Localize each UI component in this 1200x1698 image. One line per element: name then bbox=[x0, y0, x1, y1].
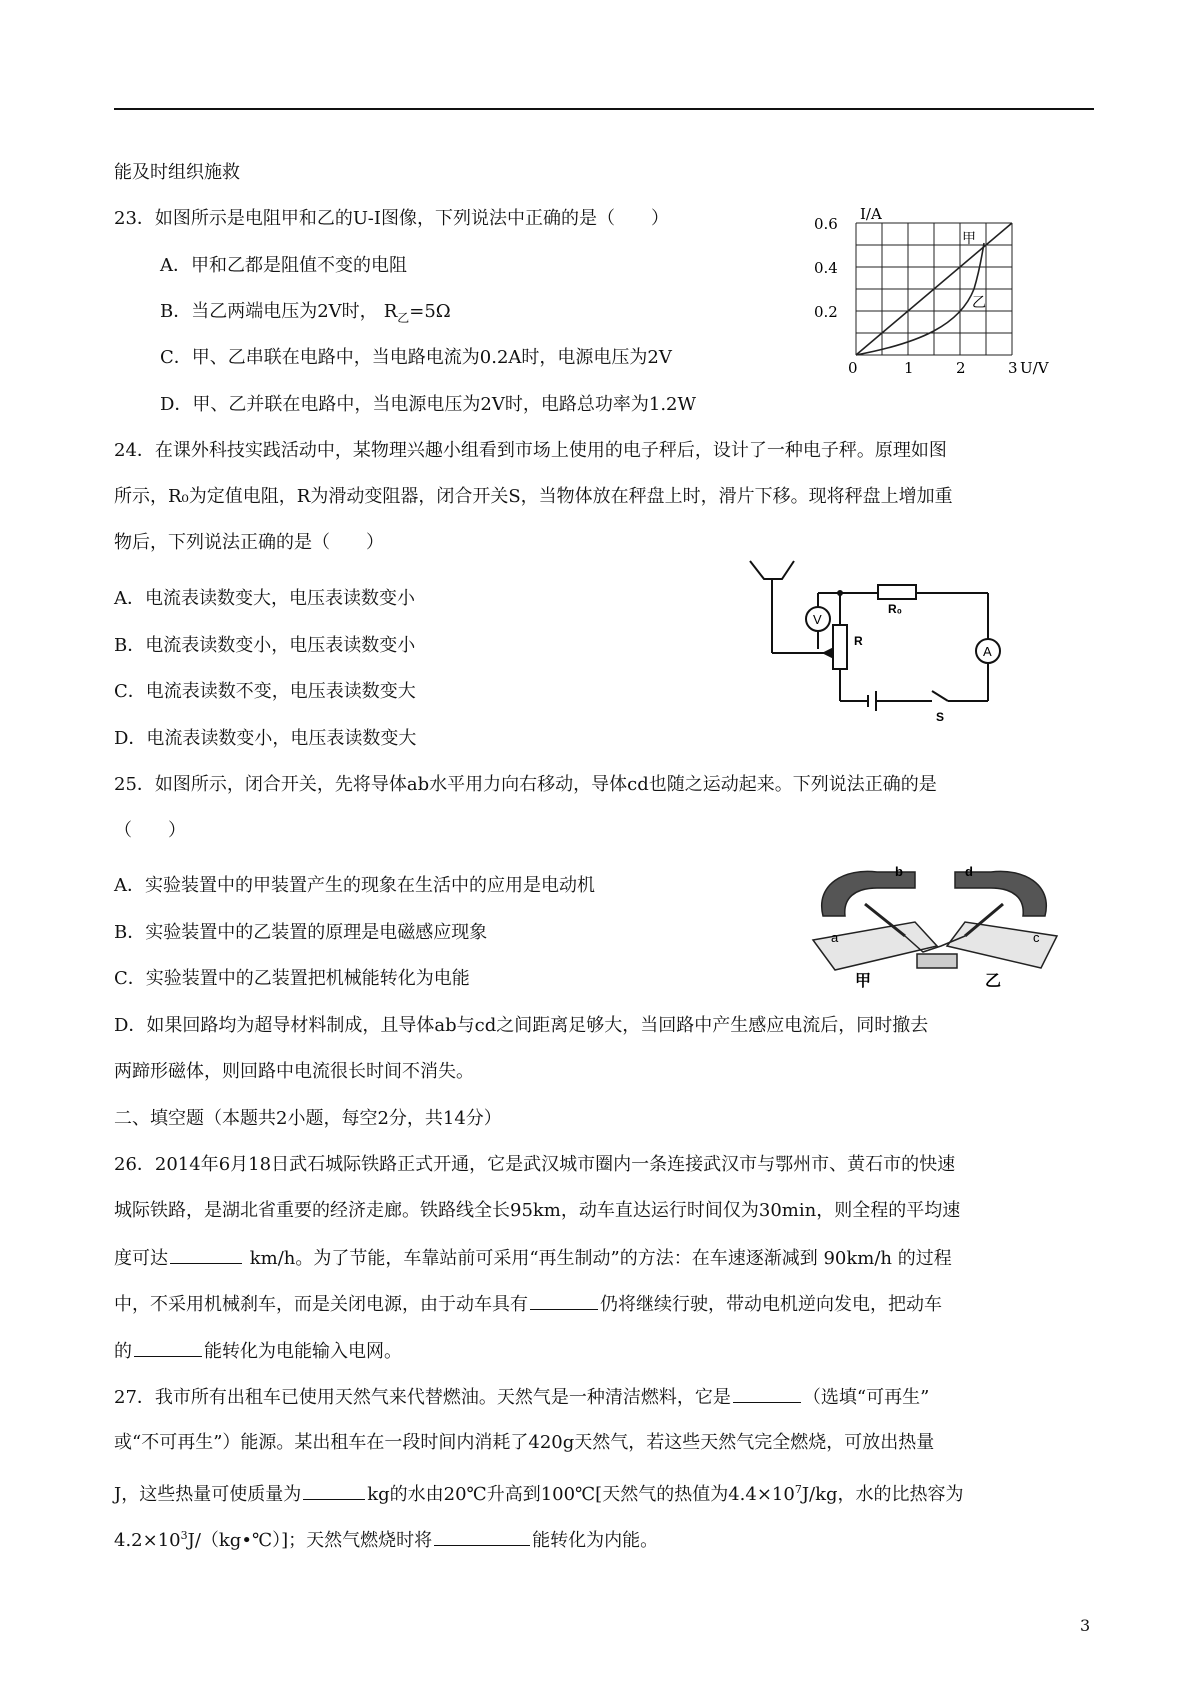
q24-r-label: R bbox=[854, 634, 863, 648]
q23-stem: 23．如图所示是电阻甲和乙的U-I图像，下列说法中正确的是（ ） bbox=[114, 208, 669, 229]
q26-line3-pre: 度可达 bbox=[114, 1248, 168, 1269]
q25-apparatus-figure bbox=[805, 860, 1065, 990]
q25-label-yi: 乙 bbox=[985, 971, 1002, 990]
q24-option-b: B．电流表读数变小，电压表读数变小 bbox=[114, 635, 416, 656]
q25-stem-line1: 25．如图所示，闭合开关，先将导体ab水平用力向右移动，导体cd也随之运动起来。下列说法正确的是 bbox=[114, 774, 937, 795]
q24-slider-arrow bbox=[824, 649, 832, 657]
q24-voltmeter-label: V bbox=[813, 612, 822, 627]
q23-graph-x-tick-3: 3 bbox=[1008, 359, 1018, 375]
q27-line4-exponent: 3 bbox=[180, 1529, 188, 1542]
q24-stem-line2: 所示，R₀为定值电阻，R为滑动变阻器，闭合开关S，当物体放在秤盘上时，滑片下移。现将秤盘上增加重 bbox=[114, 486, 953, 507]
q23-option-c: C．甲、乙串联在电路中，当电路电流为0.2A时，电源电压为2V bbox=[160, 347, 672, 368]
q23-graph-x-tick-0: 0 bbox=[848, 359, 858, 375]
page-number: 3 bbox=[1080, 1616, 1091, 1635]
q23-option-a: A．甲和乙都是阻值不变的电阻 bbox=[160, 255, 407, 276]
q24-switch-label: S bbox=[936, 710, 945, 724]
q24-scale-pan bbox=[750, 561, 794, 579]
q24-resistor-r0 bbox=[878, 585, 916, 599]
q23-option-b bbox=[160, 299, 451, 331]
section-2-heading: 二、填空题（本题共2小题，每空2分，共14分） bbox=[114, 1108, 502, 1129]
q23-graph-y-label: I/A bbox=[860, 205, 882, 223]
q26-blank-energy[interactable] bbox=[134, 1338, 202, 1357]
q23-option-b-post: =5Ω bbox=[409, 301, 451, 322]
q24-switch-s bbox=[932, 691, 948, 701]
q23-graph-x-tick-1: 1 bbox=[904, 359, 914, 375]
q27-line3-exponent: 7 bbox=[794, 1483, 802, 1496]
q27-blank-renewable[interactable] bbox=[733, 1384, 801, 1403]
q23-option-d: D．甲、乙并联在电路中，当电源电压为2V时，电路总功率为1.2W bbox=[160, 394, 697, 415]
q23-graph-label-yi: 乙 bbox=[972, 295, 986, 311]
q24-junction-node bbox=[837, 590, 843, 596]
q27-line4 bbox=[114, 1523, 658, 1554]
q25-option-c: C．实验装置中的乙装置把机械能转化为电能 bbox=[114, 968, 470, 989]
q24-r0-label: R₀ bbox=[888, 602, 903, 616]
q24-option-d: D．电流表读数变小，电压表读数变大 bbox=[114, 728, 417, 749]
q27-line3 bbox=[114, 1477, 964, 1508]
q27-line1 bbox=[114, 1384, 929, 1411]
header-rule bbox=[114, 108, 1094, 110]
q23-graph-label-jia: 甲 bbox=[962, 231, 976, 247]
q26-line4-post: 仍将继续行驶，带动电机逆向发电，把动车 bbox=[600, 1294, 942, 1315]
q25-label-jia: 甲 bbox=[855, 971, 872, 990]
q25-label-b: b bbox=[895, 864, 903, 879]
q25-switch bbox=[917, 954, 957, 968]
q24-ammeter-label: A bbox=[983, 644, 992, 659]
q24-stem-line3: 物后，下列说法正确的是（ ） bbox=[114, 532, 384, 553]
q25-label-c: c bbox=[1033, 930, 1040, 945]
q25-option-a: A．实验装置中的甲装置产生的现象在生活中的应用是电动机 bbox=[114, 875, 595, 896]
q26-line5 bbox=[114, 1338, 402, 1365]
intro-tail: 能及时组织施救 bbox=[114, 162, 240, 183]
q27-line3-mid: kg的水由20℃升高到100℃[天然气的热值为4.4×10 bbox=[367, 1484, 795, 1505]
q24-rheostat-r bbox=[833, 625, 847, 669]
q26-line5-post: 能转化为电能输入电网。 bbox=[204, 1341, 402, 1362]
q26-blank-speed[interactable] bbox=[170, 1245, 242, 1264]
q26-line1: 26．2014年6月18日武石城际铁路正式开通，它是武汉城市圈内一条连接武汉市与鄂州市、黄石市的快速 bbox=[114, 1154, 956, 1175]
q26-line3 bbox=[114, 1245, 952, 1272]
q25-label-a: a bbox=[831, 930, 839, 945]
q26-line5-pre: 的 bbox=[114, 1341, 132, 1362]
q25-option-d-line1: D．如果回路均为超导材料制成，且导体ab与cd之间距离足够大，当回路中产生感应电流后，同时撤去 bbox=[114, 1015, 929, 1036]
q23-option-b-pre: B．当乙两端电压为2V时， bbox=[160, 301, 378, 322]
q24-circuit-diagram bbox=[748, 545, 1008, 725]
q24-option-c: C．电流表读数不变，电压表读数变大 bbox=[114, 681, 416, 702]
q27-line2: 或“不可再生”）能源。某出租车在一段时间内消耗了420g天然气，若这些天然气完全燃烧，可放出热量 bbox=[114, 1432, 935, 1453]
q24-option-a: A．电流表读数变大，电压表读数变小 bbox=[114, 588, 415, 609]
q26-blank-inertia[interactable] bbox=[530, 1291, 598, 1310]
q26-line2: 城际铁路，是湖北省重要的经济走廊。铁路线全长95km，动车直达运行时间仅为30min，则全程的平均速 bbox=[114, 1200, 961, 1221]
q27-line3-pre: J，这些热量可使质量为 bbox=[114, 1484, 302, 1505]
q25-stem-line2: （ ） bbox=[114, 820, 186, 841]
q23-graph-y-tick-02: 0.2 bbox=[814, 303, 838, 321]
q27-line1-post: （选填“可再生” bbox=[802, 1387, 930, 1408]
q27-line4-post: 能转化为内能。 bbox=[532, 1530, 659, 1551]
q23-option-b-r: R bbox=[383, 301, 398, 322]
q25-option-d-line2: 两蹄形磁体，则回路中电流很长时间不消失。 bbox=[114, 1061, 474, 1082]
q27-blank-energy-form[interactable] bbox=[434, 1527, 530, 1546]
q24-stem-line1: 24．在课外科技实践活动中，某物理兴趣小组看到市场上使用的电子秤后，设计了一种电子秤。原理如图 bbox=[114, 440, 947, 461]
q23-graph-x-tick-2: 2 bbox=[956, 359, 966, 375]
q23-graph-y-tick-06: 0.6 bbox=[814, 215, 838, 233]
q25-rail-yi bbox=[947, 922, 1057, 968]
q25-option-b: B．实验装置中的乙装置的原理是电磁感应现象 bbox=[114, 922, 488, 943]
q26-line3-post: km/h。为了节能，车靠站前可采用“再生制动”的方法：在车速逐渐减到 90km/h 的过程 bbox=[244, 1248, 952, 1269]
q27-blank-mass[interactable] bbox=[303, 1481, 365, 1500]
q27-line4-pre: 4.2×10 bbox=[114, 1530, 181, 1551]
q26-line4 bbox=[114, 1291, 942, 1318]
q25-label-d: d bbox=[965, 864, 973, 879]
q23-graph-y-tick-04: 0.4 bbox=[814, 259, 838, 277]
q23-graph-x-label: U/V bbox=[1020, 359, 1049, 375]
q26-line4-pre: 中，不采用机械刹车，而是关闭电源，由于动车具有 bbox=[114, 1294, 528, 1315]
q23-ui-graph bbox=[810, 205, 1070, 375]
q27-line3-post: J/kg，水的比热容为 bbox=[801, 1484, 964, 1505]
q27-line4-mid: J/（kg•℃）]；天然气燃烧时将 bbox=[187, 1530, 433, 1551]
q23-option-b-sub: 乙 bbox=[397, 311, 410, 325]
q27-line1-pre: 27．我市所有出租车已使用天然气来代替燃油。天然气是一种清洁燃料，它是 bbox=[114, 1387, 731, 1408]
